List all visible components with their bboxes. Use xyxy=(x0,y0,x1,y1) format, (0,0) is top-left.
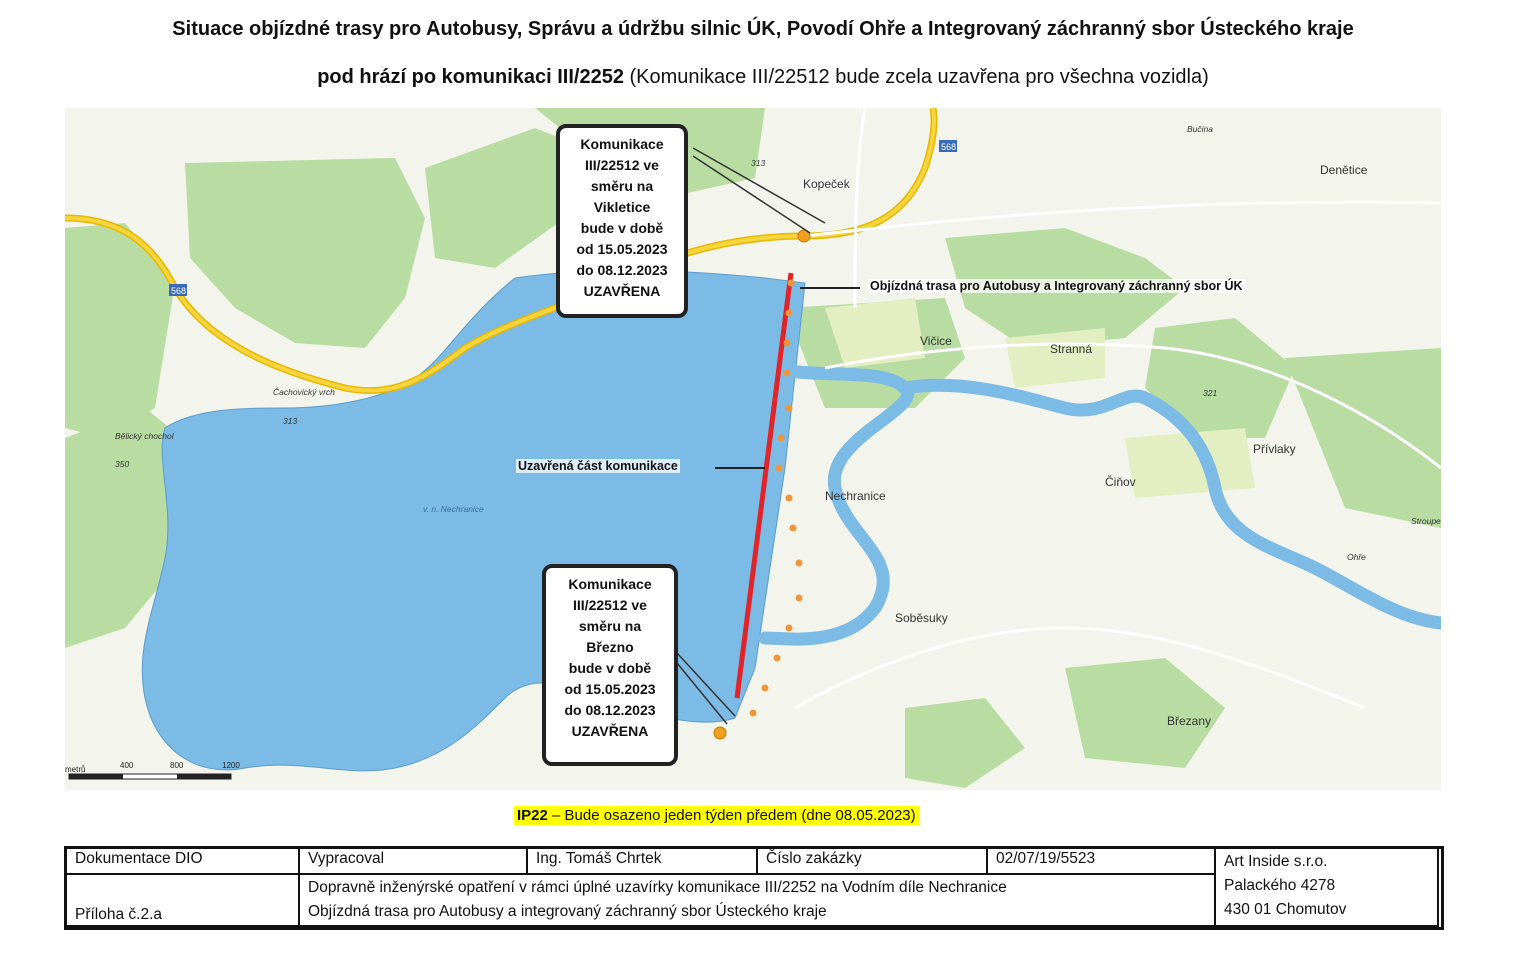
callout-south-line: III/22512 ve xyxy=(573,597,647,613)
detour-dot xyxy=(784,370,791,377)
title-road-bold: pod hrází po komunikaci III/2252 xyxy=(317,66,624,88)
callout-south-line: Březno xyxy=(586,639,634,655)
callout-north-line: UZAVŘENA xyxy=(583,283,661,299)
ip22-code: IP22 xyxy=(517,807,548,824)
callout-south-line: UZAVŘENA xyxy=(571,723,649,739)
info-row-1 xyxy=(66,848,1438,874)
label-reservoir: v. n. Nechranice xyxy=(423,504,484,514)
scale-800: 800 xyxy=(170,761,184,770)
detour-dot xyxy=(796,595,803,602)
scale-unit: metrů xyxy=(65,765,86,774)
callout-south-line: do 08.12.2023 xyxy=(564,702,656,718)
ip22-marker-south xyxy=(714,727,726,739)
label-cachovicky: Čachovický vrch xyxy=(273,387,335,397)
label-belicky: Bělický chochol xyxy=(115,431,174,441)
label-bucina: Bučina xyxy=(1187,124,1213,134)
info-table xyxy=(65,847,1439,927)
label-nechranice: Nechranice xyxy=(825,489,886,503)
label-kopecek: Kopeček xyxy=(803,177,850,191)
detour-dot xyxy=(788,280,795,287)
callout-north-line: od 15.05.2023 xyxy=(576,241,668,257)
detour-dot xyxy=(786,310,793,317)
callout-north-line: Vikletice xyxy=(593,199,651,215)
ip22-note xyxy=(514,806,919,825)
detour-dot xyxy=(786,625,793,632)
map[interactable] xyxy=(65,108,1441,790)
company-street: Palackého 4278 xyxy=(1224,877,1336,894)
callout-north xyxy=(556,124,688,318)
title-line-1: Situace objízdné trasy pro Autobusy, Správu a údržbu silnic ÚK, Povodí Ohře a Integrovaný záchranný sbor Ústeckého kraje xyxy=(172,18,1354,40)
note-detour: Objízdná trasa pro Autobusy a Integrovaný záchranný sbor ÚK xyxy=(870,279,1243,293)
callout-north-line: do 08.12.2023 xyxy=(576,262,668,278)
label-hill-321: 321 xyxy=(1203,388,1218,398)
label-denetice: Denětice xyxy=(1320,163,1368,177)
company-city: 430 01 Chomutov xyxy=(1224,901,1347,918)
road-shield-568-west-label: 568 xyxy=(171,286,187,296)
title-road-note: (Komunikace III/22512 bude zcela uzavřena pro všechna vozidla) xyxy=(623,66,1209,88)
cell-prepared-by: Ing. Tomáš Chrtek xyxy=(527,848,757,874)
detour-dot xyxy=(778,435,785,442)
label-hill-313a: 313 xyxy=(751,158,766,168)
company-name: Art Inside s.r.o. xyxy=(1224,853,1328,870)
cell-attachment: Příloha č.2.a xyxy=(66,874,299,926)
road-shield-568-north-label: 568 xyxy=(941,142,957,152)
cell-prepared-label: Vypracoval xyxy=(299,848,527,874)
detour-dot xyxy=(750,710,757,717)
cell-company xyxy=(1215,848,1438,926)
scale-bar-seg3 xyxy=(177,774,231,779)
orchard-2 xyxy=(1005,328,1105,388)
detour-dot xyxy=(796,560,803,567)
detour-dot xyxy=(786,495,793,502)
description-line-1: Dopravně inženýrské opatření v rámci úplné uzavírky komunikace III/2252 na Vodním díle Nechranice xyxy=(308,879,1007,896)
label-stranna: Stranná xyxy=(1050,342,1093,356)
cell-order-label: Číslo zakázky xyxy=(757,848,987,874)
callout-north-line: směru na xyxy=(590,178,654,194)
ip22-text: – Bude osazeno jeden týden předem (dne 08.05.2023) xyxy=(547,807,916,824)
description-line-2: Objízdná trasa pro Autobusy a integrovaný záchranný sbor Ústeckého kraje xyxy=(308,903,827,920)
callout-south xyxy=(542,564,678,766)
label-brezany: Březany xyxy=(1167,714,1212,728)
callout-north-line: Komunikace xyxy=(580,136,664,152)
callout-north-line: bude v době xyxy=(580,220,664,236)
detour-dot xyxy=(786,405,793,412)
label-hill-350: 350 xyxy=(115,459,130,469)
label-vicice: Vičice xyxy=(920,334,952,348)
detour-dot xyxy=(790,525,797,532)
detour-dot xyxy=(762,685,769,692)
detour-dot xyxy=(784,340,791,347)
scale-1200: 1200 xyxy=(222,761,240,770)
title-line-2 xyxy=(0,66,1526,89)
note-closed: Uzavřená část komunikace xyxy=(518,459,678,473)
cell-order-no: 02/07/19/5523 xyxy=(987,848,1215,874)
callout-south-line: bude v době xyxy=(568,660,652,676)
callout-south-line: Komunikace xyxy=(568,576,652,592)
label-cinov: Čiňov xyxy=(1105,475,1136,489)
callout-north-line: III/22512 ve xyxy=(585,157,659,173)
label-privlaky: Přívlaky xyxy=(1253,442,1296,456)
cell-description xyxy=(299,874,1215,926)
callout-south-line: směru na xyxy=(578,618,642,634)
detour-dot xyxy=(776,465,783,472)
detour-dot xyxy=(774,655,781,662)
label-stroupe: Stroupe xyxy=(1411,516,1441,526)
callout-south-line: od 15.05.2023 xyxy=(564,681,656,697)
scale-400: 400 xyxy=(120,761,134,770)
label-hill-313b: 313 xyxy=(283,416,298,426)
label-sobesuky: Soběsuky xyxy=(895,611,948,625)
cell-doc: Dokumentace DIO xyxy=(66,848,299,874)
label-ohre: Ohře xyxy=(1347,552,1366,562)
scale-bar-seg1 xyxy=(69,774,123,779)
